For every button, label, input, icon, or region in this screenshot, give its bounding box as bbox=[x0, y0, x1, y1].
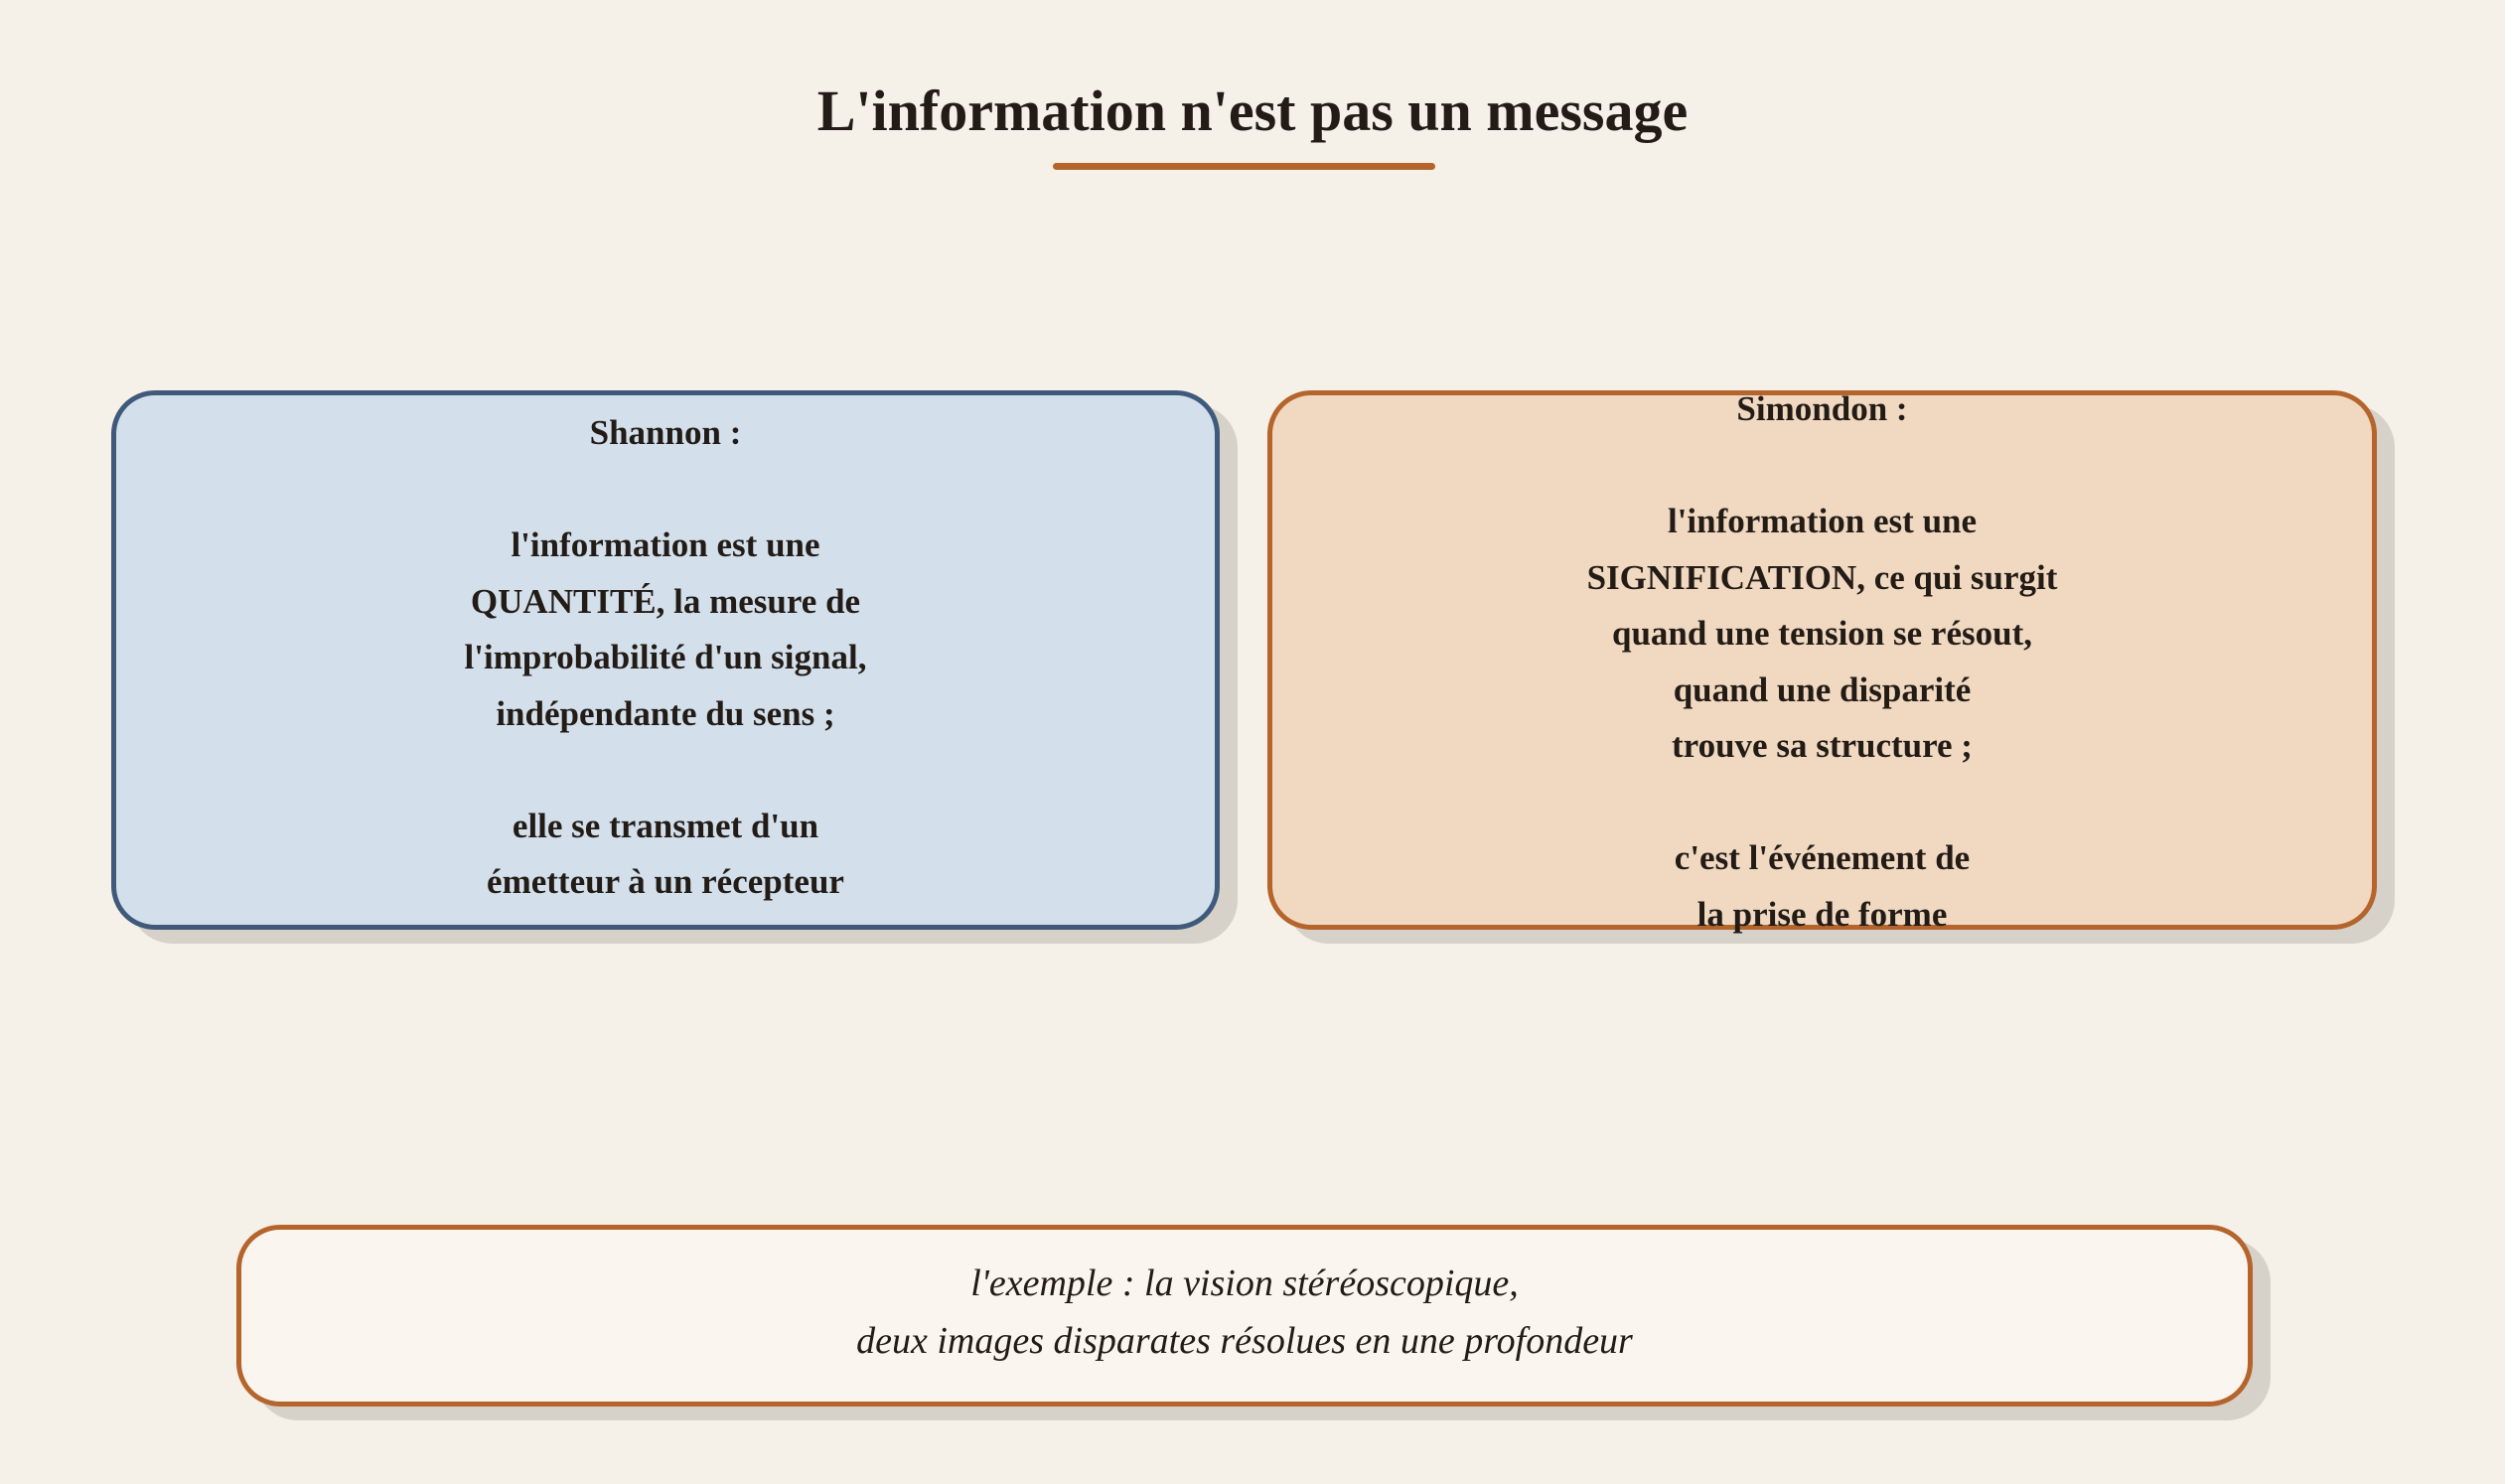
example-text bbox=[236, 1255, 2253, 1370]
shannon-line: QUANTITÉ, la mesure de bbox=[470, 581, 861, 621]
simondon-line: SIGNIFICATION, ce qui surgit bbox=[1586, 557, 2058, 597]
shannon-heading: Shannon : bbox=[589, 413, 742, 452]
simondon-line: la prise de forme bbox=[1696, 894, 1948, 934]
shannon-line: l'improbabilité d'un signal, bbox=[464, 638, 867, 676]
simondon-heading: Simondon : bbox=[1736, 389, 1908, 428]
simondon-line: trouve sa structure ; bbox=[1672, 726, 1973, 765]
shannon-line: elle se transmet d'un bbox=[512, 806, 819, 845]
shannon-text bbox=[111, 405, 1220, 911]
simondon-text bbox=[1267, 381, 2377, 943]
example-line: deux images disparates résolues en une profondeur bbox=[856, 1320, 1633, 1362]
example-line: l'exemple : la vision stéréoscopique, bbox=[970, 1262, 1519, 1304]
shannon-line: indépendante du sens ; bbox=[496, 693, 835, 733]
diagram-title: L'information n'est pas un message bbox=[816, 78, 1689, 143]
simondon-line: quand une tension se résout, bbox=[1611, 614, 2032, 653]
shannon-line: l'information est une bbox=[511, 525, 820, 564]
shannon-line: émetteur à un récepteur bbox=[487, 862, 844, 901]
simondon-line: quand une disparité bbox=[1673, 669, 1972, 709]
title-underline bbox=[1053, 163, 1435, 170]
simondon-line: l'information est une bbox=[1667, 502, 1978, 540]
simondon-line: c'est l'événement de bbox=[1674, 838, 1971, 877]
